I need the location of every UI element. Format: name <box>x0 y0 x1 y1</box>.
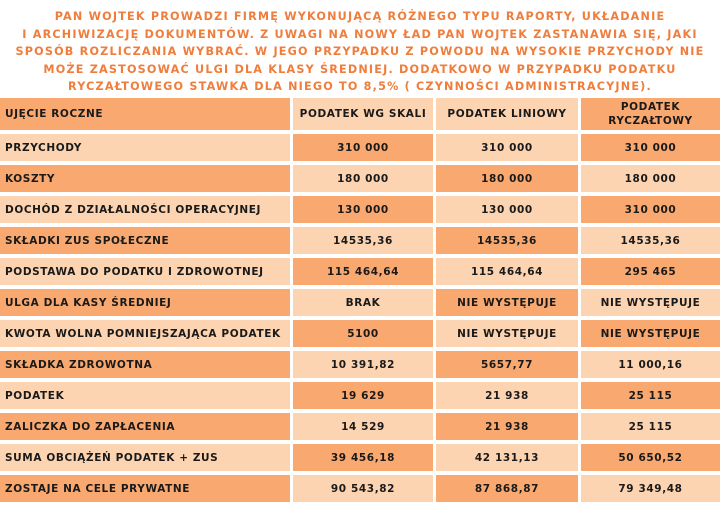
row-label: KWOTA WOLNA POMNIEJSZAJĄCA PODATEK <box>0 320 290 347</box>
cell-scale-tax: 310 000 <box>290 134 433 161</box>
table-body <box>0 134 720 502</box>
table-row <box>0 227 720 254</box>
row-label: SKŁADKA ZDROWOTNA <box>0 351 290 378</box>
cell-lump-sum-tax: 11 000,16 <box>578 351 720 378</box>
table-row <box>0 258 720 285</box>
cell-scale-tax: BRAK <box>290 289 433 316</box>
cell-linear-tax: 180 000 <box>433 165 578 192</box>
header-annual: UJĘCIE ROCZNE <box>0 98 290 130</box>
cell-lump-sum-tax: 14535,36 <box>578 227 720 254</box>
table-row <box>0 413 720 440</box>
row-label: PODSTAWA DO PODATKU I ZDROWOTNEJ <box>0 258 290 285</box>
intro-line: MOŻE ZASTOSOWAĆ ULGI DLA KLASY ŚREDNIEJ. DODATKOWO W PRZYPADKU PODATKU <box>43 62 677 76</box>
header-linear-tax: PODATEK LINIOWY <box>433 98 578 130</box>
table-row <box>0 320 720 347</box>
cell-lump-sum-tax: 180 000 <box>578 165 720 192</box>
table-header <box>0 98 720 130</box>
cell-linear-tax: 21 938 <box>433 413 578 440</box>
intro-line: PAN WOJTEK PROWADZI FIRMĘ WYKONUJĄCĄ RÓŻNEGO TYPU RAPORTY, UKŁADANIE <box>54 10 666 23</box>
table-row <box>0 351 720 378</box>
row-label: ZOSTAJE NA CELE PRYWATNE <box>0 475 290 502</box>
cell-lump-sum-tax: NIE WYSTĘPUJE <box>578 320 720 347</box>
cell-scale-tax: 115 464,64 <box>290 258 433 285</box>
cell-lump-sum-tax: 50 650,52 <box>578 444 720 471</box>
table-row <box>0 196 720 223</box>
header-row <box>0 98 720 130</box>
cell-lump-sum-tax: 25 115 <box>578 413 720 440</box>
cell-linear-tax: 42 131,13 <box>433 444 578 471</box>
cell-scale-tax: 19 629 <box>290 382 433 409</box>
cell-linear-tax: 21 938 <box>433 382 578 409</box>
cell-lump-sum-tax: 310 000 <box>578 196 720 223</box>
cell-linear-tax: NIE WYSTĘPUJE <box>433 289 578 316</box>
table-row <box>0 382 720 409</box>
cell-lump-sum-tax: 295 465 <box>578 258 720 285</box>
intro-line: RYCZAŁTOWEGO STAWKA DLA NIEGO TO 8,5% ( CZYNNOŚCI ADMINISTRACYJNE). <box>68 80 652 93</box>
cell-linear-tax: 130 000 <box>433 196 578 223</box>
cell-scale-tax: 130 000 <box>290 196 433 223</box>
row-label: SKŁADKI ZUS SPOŁECZNE <box>0 227 290 254</box>
cell-scale-tax: 5100 <box>290 320 433 347</box>
cell-scale-tax: 14 529 <box>290 413 433 440</box>
cell-scale-tax: 90 543,82 <box>290 475 433 502</box>
cell-linear-tax: NIE WYSTĘPUJE <box>433 320 578 347</box>
row-label: KOSZTY <box>0 165 290 192</box>
row-label: DOCHÓD Z DZIAŁALNOŚCI OPERACYJNEJ <box>0 196 290 223</box>
cell-linear-tax: 87 868,87 <box>433 475 578 502</box>
row-label: ZALICZKA DO ZAPŁACENIA <box>0 413 290 440</box>
cell-linear-tax: 310 000 <box>433 134 578 161</box>
tax-comparison-table <box>0 94 720 506</box>
cell-scale-tax: 180 000 <box>290 165 433 192</box>
header-scale-tax: PODATEK WG SKALI <box>290 98 433 130</box>
cell-lump-sum-tax: 79 349,48 <box>578 475 720 502</box>
cell-linear-tax: 115 464,64 <box>433 258 578 285</box>
cell-linear-tax: 5657,77 <box>433 351 578 378</box>
table-row <box>0 165 720 192</box>
cell-scale-tax: 10 391,82 <box>290 351 433 378</box>
cell-lump-sum-tax: NIE WYSTĘPUJE <box>578 289 720 316</box>
intro-paragraph <box>0 8 720 96</box>
row-label: PODATEK <box>0 382 290 409</box>
table-row <box>0 134 720 161</box>
cell-lump-sum-tax: 310 000 <box>578 134 720 161</box>
cell-linear-tax: 14535,36 <box>433 227 578 254</box>
row-label: SUMA OBCIĄŻEŃ PODATEK + ZUS <box>0 444 290 471</box>
intro-line: SPOSÓB ROZLICZANIA WYBRAĆ. W JEGO PRZYPADKU Z POWODU NA WYSOKIE PRZYCHODY NIE <box>15 45 705 58</box>
cell-scale-tax: 39 456,18 <box>290 444 433 471</box>
intro-line: I ARCHIWIZACJĘ DOKUMENTÓW. Z UWAGI NA NOWY ŁAD PAN WOJTEK ZASTANAWIA SIĘ, JAKI <box>22 27 698 41</box>
table-row <box>0 444 720 471</box>
row-label: ULGA DLA KASY ŚREDNIEJ <box>0 289 290 316</box>
row-label: PRZYCHODY <box>0 134 290 161</box>
header-lump-sum-tax: PODATEK RYCZAŁTOWY <box>578 98 720 130</box>
cell-scale-tax: 14535,36 <box>290 227 433 254</box>
table-row <box>0 475 720 502</box>
cell-lump-sum-tax: 25 115 <box>578 382 720 409</box>
table-row <box>0 289 720 316</box>
